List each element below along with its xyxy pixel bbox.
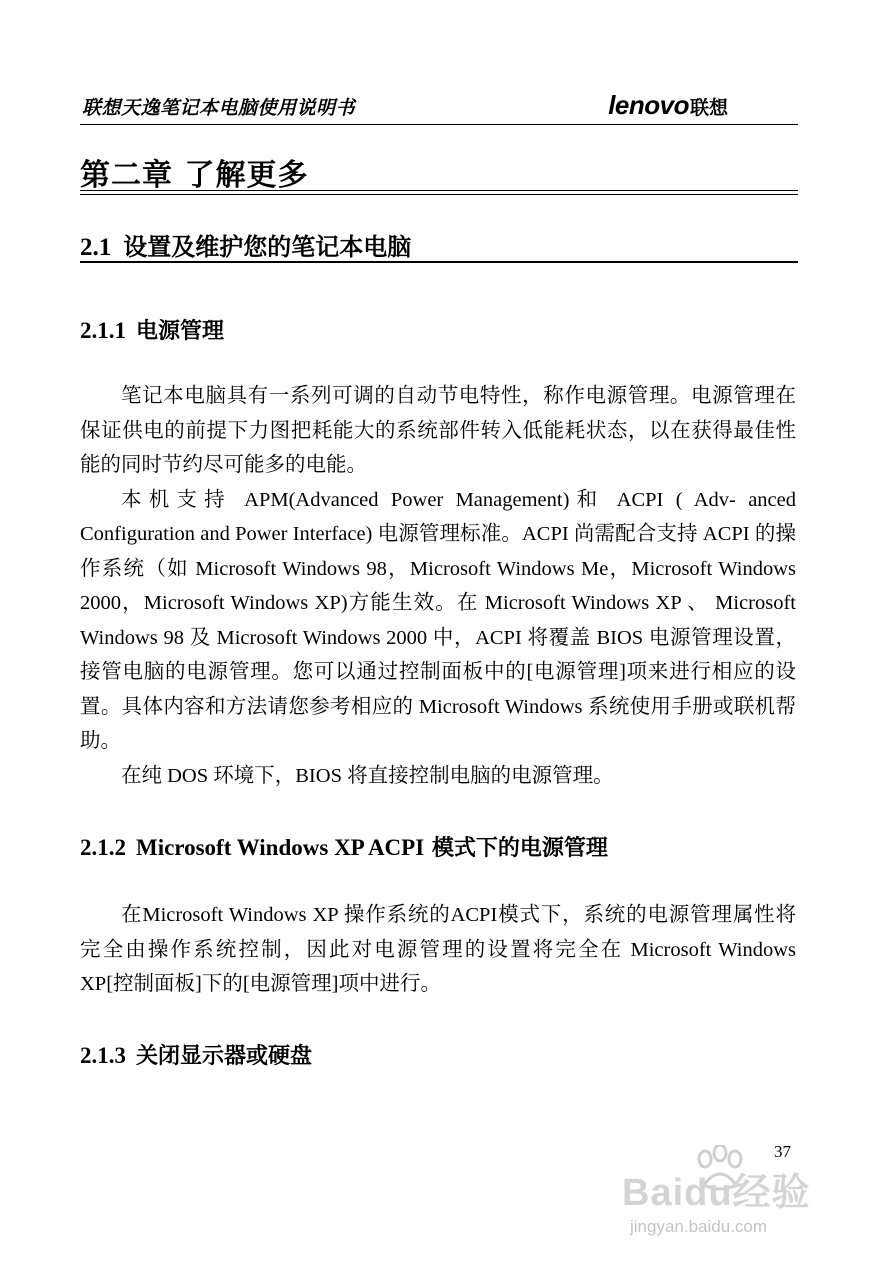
running-header xyxy=(80,92,798,124)
chapter-title: 第二章 了解更多 xyxy=(80,158,309,193)
chapter-rule-top xyxy=(80,190,798,191)
subsection-number: 2.1.2 xyxy=(80,835,126,860)
lenovo-logo xyxy=(608,90,728,121)
paragraph: 在Microsoft Windows XP 操作系统的ACPI模式下，系统的电源管理属性将完全由操作系统控制，因此对电源管理的设置将完全在 Microsoft Windows XP[控制面板]下的[电源管理]项中进行。 xyxy=(80,904,796,995)
subsection-title: 电源管理 xyxy=(136,319,225,344)
body-text-211 xyxy=(80,379,796,793)
subsection-heading-211 xyxy=(80,314,224,345)
paragraph: 笔记本电脑具有一系列可调的自动节电特性，称作电源管理。电源管理在保证供电的前提下力图把耗能大的系统部件转入低能耗状态，以在获得最佳性能的同时节约尽可能多的电能。 xyxy=(80,385,796,476)
subsection-heading-213 xyxy=(80,1039,312,1070)
paw-icon xyxy=(690,1145,750,1195)
section-number: 2.1 xyxy=(80,234,112,261)
paragraph: 在纯 DOS 环境下，BIOS 将直接控制电脑的电源管理。 xyxy=(121,764,614,787)
running-title: 联想天逸笔记本电脑使用说明书 xyxy=(82,97,356,119)
subsection-title-en: Microsoft Windows XP ACPI xyxy=(136,835,425,860)
section-rule xyxy=(80,261,798,263)
subsection-title: 模式下的电源管理 xyxy=(431,836,608,861)
header-rule xyxy=(80,124,798,125)
subsection-title: 关闭显示器或硬盘 xyxy=(136,1044,313,1069)
brand-chinese-name: 联想 xyxy=(689,97,728,119)
section-heading xyxy=(80,227,411,262)
subsection-heading-212 xyxy=(80,831,608,862)
watermark-logo-text: Baidu经验 xyxy=(622,1172,811,1214)
paragraph: 本机支持 APM(Advanced Power Management)和 ACPI ( Adv- anced Configuration and Power Interface) 电源管理标准。ACPI 尚需配合支持 ACPI 的操作系统（如 Microsoft Windows 98，Microsoft Windows Me，Microsoft Windows 2000，Microsoft Windows XP)方能生效。在 Microsoft Windows XP 、 Microsoft Windows 98 及 Microsoft Windows 2000 中，ACPI 将覆盖 BIOS 电源管理设置，接管电脑的电源管理。您可以通过控制面板中的[电源管理]项来进行相应的设置。具体内容和方法请您参考相应的 Microsoft Windows 系统使用手册或联机帮助。 xyxy=(80,488,796,752)
watermark-url: jingyan.baidu.com xyxy=(630,1217,768,1236)
subsection-number: 2.1.1 xyxy=(80,318,126,343)
brand-wordmark: lenovo xyxy=(608,90,689,120)
chapter-rule-bottom xyxy=(80,194,798,195)
subsection-number: 2.1.3 xyxy=(80,1043,126,1068)
page-number: 37 xyxy=(774,1142,791,1161)
baidu-watermark xyxy=(620,1145,830,1255)
body-text-212 xyxy=(80,898,796,1002)
section-title-text: 设置及维护您的笔记本电脑 xyxy=(123,233,412,261)
